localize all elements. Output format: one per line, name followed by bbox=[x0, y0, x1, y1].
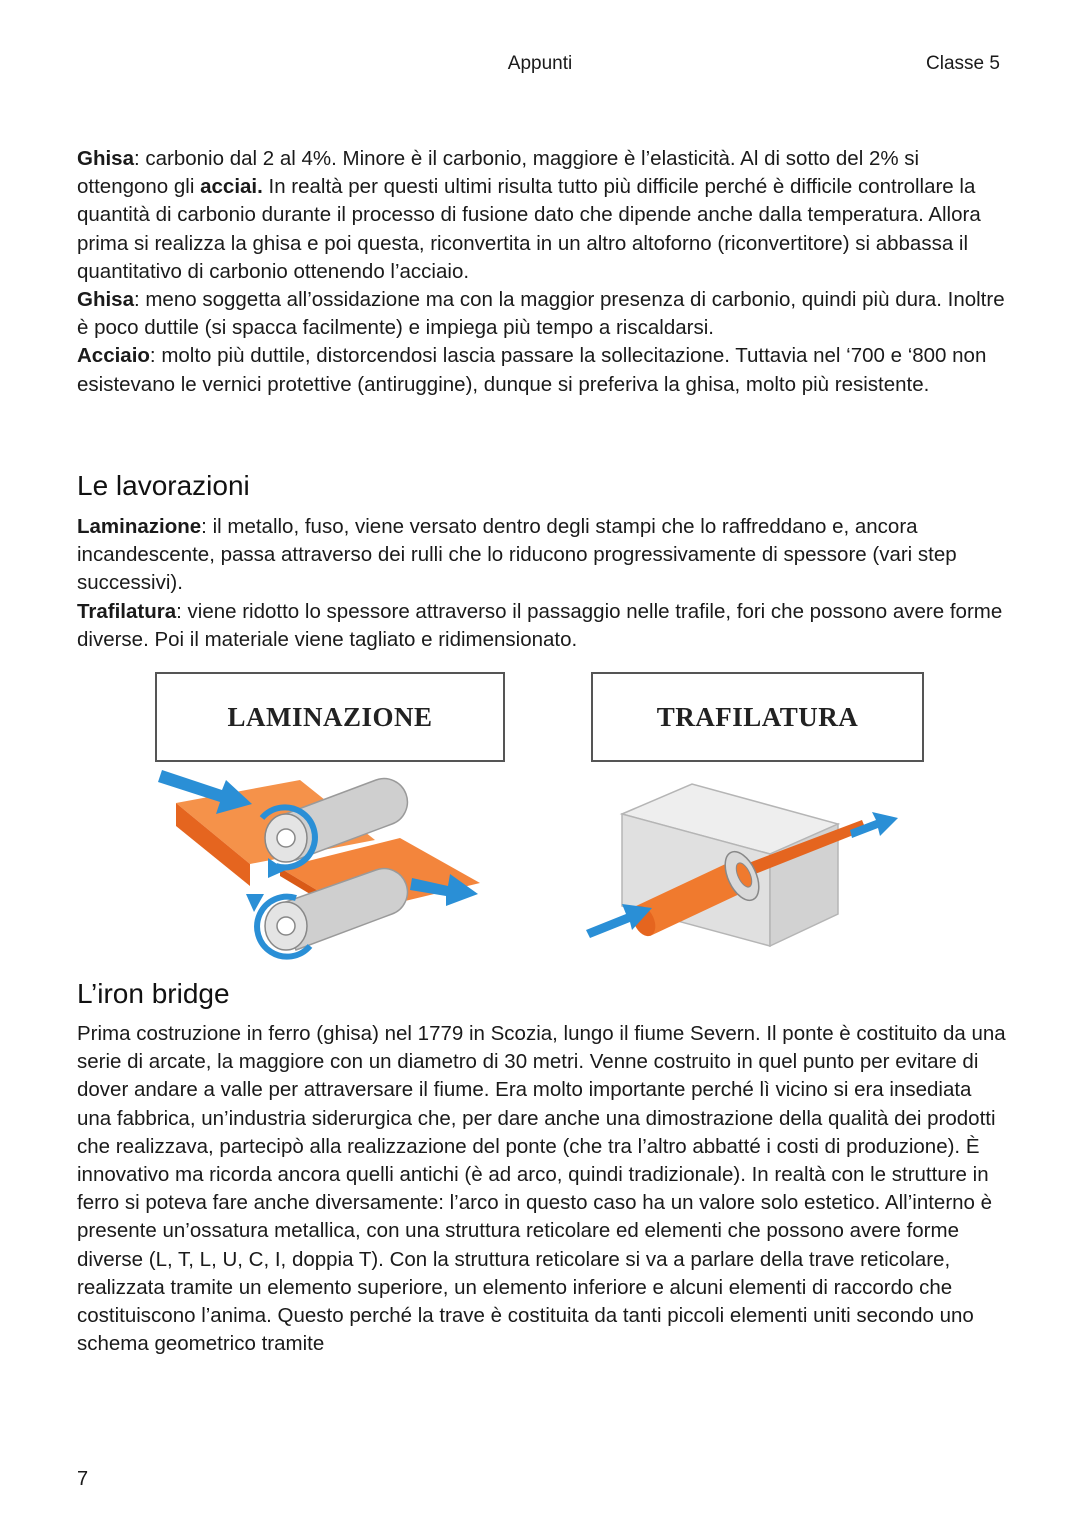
intro-section bbox=[77, 145, 1007, 399]
ghisa2-text: : meno soggetta all’ossidazione ma con la maggior presenza di carbonio, quindi più dura. Inoltre è poco duttile (si spacca facilmente) e impiega più tempo a riscaldarsi. bbox=[77, 288, 1005, 340]
laminazione-text: : il metallo, fuso, viene versato dentro degli stampi che lo raffreddano e, ancora incandescente, passa attraverso dei rulli che lo riducono progressivamente di spessore (vari step successivi). bbox=[77, 515, 957, 595]
processes-illustration bbox=[150, 668, 930, 963]
processes-figure bbox=[150, 668, 930, 963]
lavorazioni-section bbox=[77, 513, 1007, 654]
trafilatura-paragraph bbox=[77, 598, 1007, 654]
ghisa-text-a: : carbonio dal 2 al 4%. Minore è il carbonio, maggiore è l’elasticità. Al di sotto del 2% si ottengono gli bbox=[77, 147, 920, 199]
rolling-illustration bbox=[158, 770, 480, 957]
acciaio-text: : molto più duttile, distorcendosi lascia passare la sollecitazione. Tuttavia nel ‘700 e ‘800 non esistevano le vernici protettive (antiruggine), dunque si preferiva la ghisa, molto più resistente. bbox=[77, 344, 987, 396]
ghisa-text-b: In realtà per questi ultimi risulta tutto più difficile perché è difficile controllare la quantità di carbonio durante il processo di fusione dato che dipende anche dalla temperatura. Allora prima si realizza la ghisa e poi questa, riconvertita in un altro altoforno (riconvertitore) si abbassa il quantitativo di carbonio ottenendo l’acciaio. bbox=[77, 175, 981, 283]
laminazione-label: LAMINAZIONE bbox=[227, 701, 433, 732]
iron-bridge-heading: L’iron bridge bbox=[77, 978, 230, 1009]
acciaio-paragraph bbox=[77, 342, 1007, 398]
header-class-label: Classe 5 bbox=[926, 53, 1000, 74]
trafilatura-text: : viene ridotto lo spessore attraverso il passaggio nelle trafile, fori che possono avere forme diverse. Poi il materiale viene tagliato e ridimensionato. bbox=[77, 599, 1003, 651]
laminazione-paragraph bbox=[77, 513, 1007, 598]
iron-bridge-section bbox=[77, 1020, 1007, 1358]
page-number: 7 bbox=[77, 1468, 89, 1490]
ghisa-term: Ghisa bbox=[77, 147, 134, 170]
ghisa-properties-paragraph bbox=[77, 286, 1007, 342]
acciai-term: acciai. bbox=[200, 175, 263, 199]
ghisa-paragraph bbox=[77, 145, 1007, 286]
ghisa2-term: Ghisa bbox=[77, 288, 134, 312]
acciaio-term: Acciaio bbox=[77, 344, 150, 368]
trafilatura-label: TRAFILATURA bbox=[656, 701, 859, 732]
iron-bridge-paragraph: Prima costruzione in ferro (ghisa) nel 1779 in Scozia, lungo il fiume Severn. Il ponte è costituito da una serie di arcate, la maggiore con un diametro di 30 metri. Venne costruito in quel punto per evitare di dover andare a valle per attraversare il fiume. Era molto importante perché lì vicino si era insediata una fabbrica, un’industria siderurgica che, per dare anche una dimostrazione della qualità dei prodotti che realizzava, partecipò alla realizzazione del ponte (che tra l’altro abbatté i costi di produzione). È innovativo ma ricorda ancora quelli antichi (è ad arco, quindi tradizionale). In realtà con le strutture in ferro si poteva fare anche diversamente: l’arco in questo caso ha un valore solo estetico. All’interno è presente un’ossatura metallica, con una struttura reticolare ed elementi che possono avere forme diverse (L, T, L, U, C, I, doppia T). Con la struttura reticolare si va a parlare della trave reticolare, realizzata tramite un elemento superiore, un elemento inferiore e alcuni elementi di raccordo che costituiscono l’anima. Questo perché la trave è costituita da tanti piccoli elementi uniti secondo uno schema geometrico tramite bbox=[77, 1022, 1006, 1356]
trafilatura-term: Trafilatura bbox=[77, 599, 177, 623]
laminazione-term: Laminazione bbox=[77, 515, 202, 538]
drawing-illustration bbox=[586, 784, 898, 946]
header-title: Appunti bbox=[507, 53, 573, 74]
lavorazioni-heading: Le lavorazioni bbox=[77, 470, 250, 501]
